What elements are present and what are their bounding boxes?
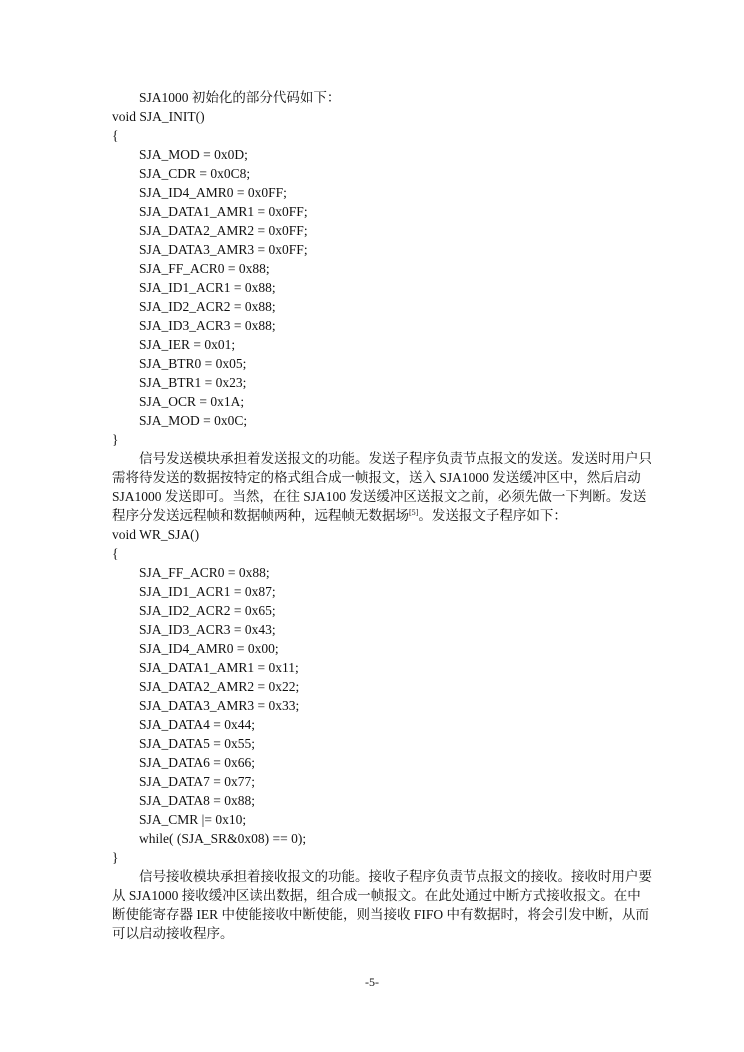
code-line: SJA_FF_ACR0 = 0x88; (139, 565, 270, 580)
code-brace-close: } (112, 432, 119, 447)
code-brace-open: { (112, 546, 119, 561)
paragraph-tail: 。发送报文子程序如下： (418, 508, 567, 523)
code-line: SJA_DATA2_AMR2 = 0x0FF; (139, 223, 308, 238)
paragraph-line: 从 SJA1000 接收缓冲区读出数据，组合成一帧报文。在此处通过中断方式接收报文。在中 (112, 888, 641, 903)
code-line: SJA_ID1_ACR1 = 0x87; (139, 584, 276, 599)
init-code-block (112, 107, 632, 449)
code-line: SJA_IER = 0x01; (139, 337, 236, 352)
code-line: SJA_BTR0 = 0x05; (139, 356, 247, 371)
code-line: SJA_DATA1_AMR1 = 0x11; (139, 660, 299, 675)
code-line: SJA_DATA5 = 0x55; (139, 736, 256, 751)
code-line: SJA_ID4_AMR0 = 0x00; (139, 641, 279, 656)
code-line: SJA_OCR = 0x1A; (139, 394, 245, 409)
paragraph-line: 可以启动接收程序。 (112, 926, 234, 941)
code-line: SJA_DATA8 = 0x88; (139, 793, 256, 808)
code-signature: void SJA_INIT() (112, 109, 205, 124)
code-line: SJA_DATA3_AMR3 = 0x33; (139, 698, 300, 713)
code-brace-close: } (112, 850, 119, 865)
code-line: SJA_MOD = 0x0C; (139, 413, 248, 428)
code-signature: void WR_SJA() (112, 527, 200, 542)
page-content (112, 88, 652, 943)
code-line: SJA_CMR |= 0x10; (139, 812, 247, 827)
paragraph-line-last (112, 506, 632, 525)
send-code-block (112, 525, 632, 867)
code-line: SJA_ID4_AMR0 = 0x0FF; (139, 185, 287, 200)
page-number: -5- (365, 975, 379, 989)
code-line: SJA_DATA4 = 0x44; (139, 717, 256, 732)
code-line: SJA_ID1_ACR1 = 0x88; (139, 280, 276, 295)
paragraph-line: 信号接收模块承担着接收报文的功能。接收子程序负责节点报文的接收。接收时用户要 (139, 869, 652, 884)
code-line: SJA_BTR1 = 0x23; (139, 375, 247, 390)
code-line: SJA_ID2_ACR2 = 0x88; (139, 299, 276, 314)
paragraph-line: 信号发送模块承担着发送报文的功能。发送子程序负责节点报文的发送。发送时用户只 (139, 451, 652, 466)
paragraph-line: 需将待发送的数据按特定的格式组合成一帧报文，送入 SJA1000 发送缓冲区中，然后启动 (112, 470, 641, 485)
citation-ref: [5] (409, 508, 419, 517)
code-line: SJA_ID3_ACR3 = 0x43; (139, 622, 276, 637)
send-paragraph (112, 449, 652, 525)
paragraph-line: SJA1000 发送即可。当然，在往 SJA100 发送缓冲区送报文之前，必须先做一下判断。发送 (112, 489, 647, 504)
receive-paragraph (112, 867, 652, 943)
code-line: SJA_CDR = 0x0C8; (139, 166, 251, 181)
code-line: while( (SJA_SR&0x08) == 0); (139, 831, 307, 846)
code-brace-open: { (112, 128, 119, 143)
code-line: SJA_ID3_ACR3 = 0x88; (139, 318, 276, 333)
code-line: SJA_DATA6 = 0x66; (139, 755, 256, 770)
code-line: SJA_MOD = 0x0D; (139, 147, 248, 162)
paragraph-line: 断使能寄存器 IER 中使能接收中断使能，则当接收 FIFO 中有数据时，将会引发中断，从而 (112, 907, 650, 922)
intro-text: SJA1000 初始化的部分代码如下： (139, 90, 341, 105)
code-line: SJA_FF_ACR0 = 0x88; (139, 261, 270, 276)
code-line: SJA_DATA1_AMR1 = 0x0FF; (139, 204, 308, 219)
paragraph-text: 程序分发送远程帧和数据帧两种，远程帧无数据场 (112, 508, 409, 523)
code-line: SJA_DATA2_AMR2 = 0x22; (139, 679, 300, 694)
code-line: SJA_DATA7 = 0x77; (139, 774, 256, 789)
code-line: SJA_ID2_ACR2 = 0x65; (139, 603, 276, 618)
code-line: SJA_DATA3_AMR3 = 0x0FF; (139, 242, 308, 257)
